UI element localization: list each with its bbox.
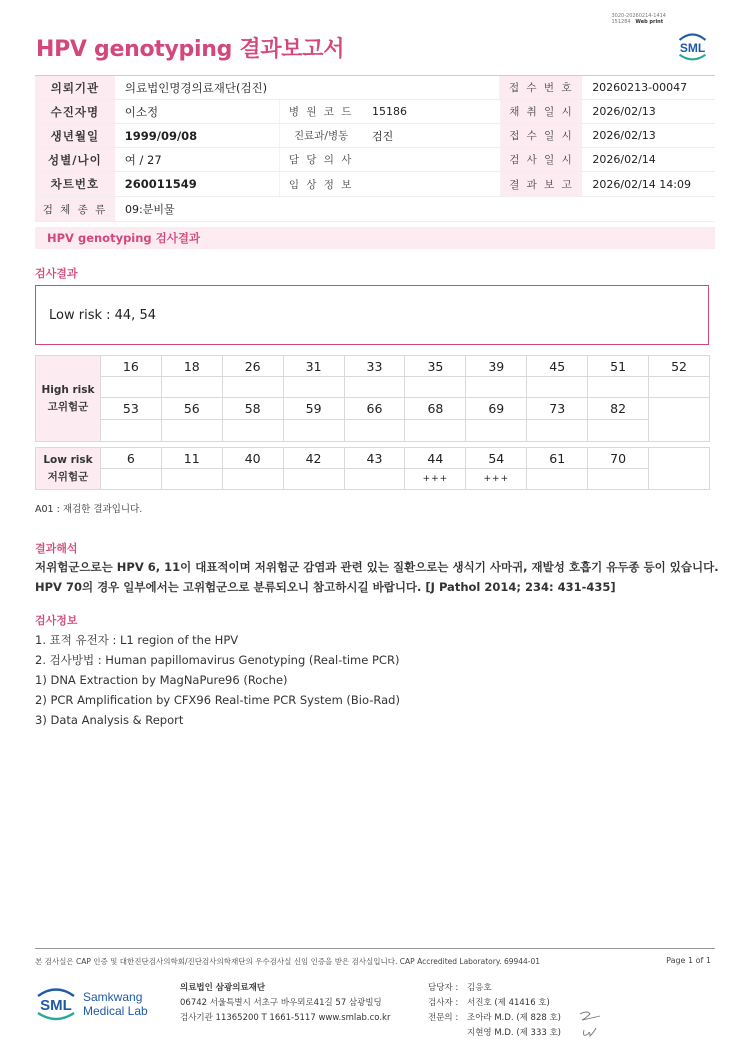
high-risk-types-row-1: [36, 356, 710, 377]
hr-result: [588, 377, 649, 398]
high-risk-label-ko: 고위험군: [47, 400, 89, 413]
info-row-birth: [35, 124, 715, 148]
staff-name: 지현영 M.D. (제 333 호): [467, 1028, 562, 1038]
high-risk-results-row-1: [36, 377, 710, 398]
lr-result: [588, 469, 649, 490]
low-risk-label-en: Low risk: [43, 453, 93, 466]
lr-type: 61: [527, 448, 588, 469]
sml-logo-text: SML: [679, 40, 706, 55]
high-risk-label-en: High risk: [41, 383, 95, 396]
doc-code-line2: 151284: [611, 19, 631, 25]
test-date-label: 검 사 일 시: [500, 148, 583, 171]
hr-type: 18: [161, 356, 222, 377]
info-row-patient: [35, 100, 715, 124]
hr-empty-cell: [649, 398, 710, 442]
staff-role: 검사자 :: [428, 998, 459, 1008]
info-row-requester: [35, 76, 715, 100]
hr-type: 31: [283, 356, 344, 377]
info-row-sex-age: [35, 148, 715, 172]
hr-result: [344, 420, 405, 442]
high-risk-table: [35, 355, 710, 442]
receipt-no-label: 접 수 번 호: [499, 76, 582, 99]
page-title: HPV genotyping 결과보고서: [36, 37, 345, 62]
lr-type: 6: [100, 448, 161, 469]
low-risk-types-row: [36, 448, 710, 469]
lr-type: 54: [466, 448, 527, 469]
hr-result: [100, 377, 161, 398]
staff-row: [428, 1011, 561, 1026]
patient-label: 수진자명: [35, 100, 115, 123]
hospital-code-label: 병 원 코 드: [279, 100, 362, 123]
lr-type: 44: [405, 448, 466, 469]
specimen-label: 검 체 종 류: [35, 197, 115, 221]
high-risk-results-row-2: [36, 420, 710, 442]
hr-type: 26: [222, 356, 283, 377]
hr-result: [161, 420, 222, 442]
dept-label: 진료과/병동: [279, 124, 362, 147]
low-risk-label: [36, 448, 101, 490]
interpretation-text: [35, 557, 719, 597]
hr-result: [466, 420, 527, 442]
staff-block: [428, 981, 561, 1041]
birth-value: 1999/09/08: [124, 128, 198, 143]
hr-type: 69: [466, 398, 527, 420]
hr-type: 66: [344, 398, 405, 420]
lr-type: 43: [344, 448, 405, 469]
sex-age-label: 성별/나이: [35, 148, 115, 171]
hr-type: 82: [588, 398, 649, 420]
lr-result: +++: [466, 469, 527, 490]
high-risk-label: [36, 356, 101, 442]
logo-line2: Medical Lab: [83, 1004, 148, 1018]
collect-date-value: 2026/02/13: [592, 105, 656, 118]
lr-empty-cell: [649, 448, 710, 490]
logo-line1: Samkwang: [83, 990, 143, 1004]
staff-name: 조아라 M.D. (제 828 호): [467, 1013, 562, 1023]
hr-type: 16: [100, 356, 161, 377]
sex-age-value: 여 / 27: [124, 152, 162, 167]
hr-type: 51: [588, 356, 649, 377]
doc-code-line1: 3020-20260214-1414: [611, 13, 666, 19]
report-date-label: 결 과 보 고: [500, 172, 583, 196]
interpretation-line: HPV 70의 경우 일부에서는 고위험군으로 분류되오니 참고하시길 바랍니다. [J Pathol 2014; 234: 431-435]: [35, 580, 616, 594]
test-info-list: [35, 630, 400, 730]
org-contact: 검사기관 11365200 T 1661-5117 www.smlab.co.kr: [180, 1013, 391, 1023]
lr-result: [527, 469, 588, 490]
interpretation-title: 결과해석: [35, 542, 78, 555]
report-date-value: 2026/02/14 14:09: [592, 177, 691, 191]
hr-type: 52: [649, 356, 710, 377]
lr-type: 40: [222, 448, 283, 469]
receipt-date-label: 접 수 일 시: [500, 124, 583, 147]
test-info-line: 2. 검사방법 : Human papillomavirus Genotyping (Real-time PCR): [35, 653, 400, 667]
hr-result: [161, 377, 222, 398]
test-info-line: 3) Data Analysis & Report: [35, 713, 184, 727]
test-info-title: 검사정보: [35, 614, 78, 627]
web-print-tag: Web print: [635, 19, 664, 25]
low-risk-table: [35, 447, 710, 490]
hr-result: [283, 377, 344, 398]
hr-type: 39: [466, 356, 527, 377]
requester-value: 의료법인명경의료재단(검진): [124, 80, 268, 95]
result-title: 검사결과: [35, 267, 78, 280]
hr-result: [405, 420, 466, 442]
lr-result: [344, 469, 405, 490]
dept-value: 검진: [372, 129, 394, 143]
hr-type: 56: [161, 398, 222, 420]
patient-info-table: [35, 75, 715, 222]
cert-note: 본 검사실은 CAP 인증 및 대한진단검사의학회/진단검사의학재단의 우수검사실 신임 인증을 받은 검사실입니다. CAP Accredited Laboratory. 69944-01: [35, 957, 541, 966]
result-section-bar: HPV genotyping 검사결과: [35, 227, 715, 249]
org-name: 의료법인 삼광의료재단: [180, 983, 266, 993]
hr-type: 33: [344, 356, 405, 377]
staff-role: 담당자 :: [428, 983, 459, 993]
hr-result: [527, 420, 588, 442]
result-summary-box: [35, 285, 709, 345]
hr-result: [344, 377, 405, 398]
patient-value: 이소정: [124, 104, 159, 119]
specimen-value: 09:분비물: [125, 203, 175, 216]
clinical-label: 임 상 정 보: [279, 172, 362, 196]
test-info-line: 1) DNA Extraction by MagNaPure96 (Roche): [35, 673, 288, 687]
lr-result: [222, 469, 283, 490]
test-info-line: 2) PCR Amplification by CFX96 Real-time PCR System (Bio-Rad): [35, 693, 400, 707]
info-row-specimen: [35, 197, 715, 222]
lr-type: 70: [588, 448, 649, 469]
hr-result: [222, 377, 283, 398]
staff-name: 서진호 (제 41416 호): [467, 998, 550, 1008]
lr-result: [100, 469, 161, 490]
hr-result: [466, 377, 527, 398]
hr-type: 59: [283, 398, 344, 420]
doctor-value: [362, 148, 500, 171]
staff-row: [428, 981, 561, 996]
org-address-block: [180, 981, 390, 1026]
hr-type: 45: [527, 356, 588, 377]
lr-type: 11: [161, 448, 222, 469]
high-risk-types-row-2: [36, 398, 710, 420]
samkwang-logo-mark: SML: [40, 997, 72, 1014]
hr-result: [527, 377, 588, 398]
hr-type: 35: [405, 356, 466, 377]
retest-note: A01 : 재검한 결과입니다.: [35, 504, 143, 515]
document-code: [611, 13, 666, 25]
hr-result: [283, 420, 344, 442]
hr-result: [649, 377, 710, 398]
hospital-code-value: 15186: [372, 105, 408, 118]
sml-logo-top: [674, 27, 711, 64]
hr-type: 73: [527, 398, 588, 420]
collect-date-label: 채 취 일 시: [500, 100, 583, 123]
staff-name: 김응호: [467, 983, 492, 993]
hr-result: [100, 420, 161, 442]
page-number: Page 1 of 1: [666, 956, 711, 965]
chart-label: 차트번호: [35, 172, 115, 196]
test-date-value: 2026/02/14: [592, 153, 656, 166]
staff-role: [428, 1026, 467, 1041]
doctor-label: 담 당 의 사: [279, 148, 362, 171]
low-risk-results-row: [36, 469, 710, 490]
lr-type: 42: [283, 448, 344, 469]
interpretation-line: 저위험군으로는 HPV 6, 11이 대표적이며 저위험군 감염과 관련 있는 질환으로는 생식기 사마귀, 재발성 호흡기 유두종 등이 있습니다.: [35, 560, 719, 574]
low-risk-label-ko: 저위험군: [47, 470, 89, 483]
staff-row: [428, 996, 561, 1011]
samkwang-logo: [36, 980, 156, 1024]
footer-divider: [35, 948, 715, 949]
staff-role: 전문의 :: [428, 1013, 459, 1023]
clinical-value: [362, 172, 500, 196]
test-info-line: 1. 표적 유전자 : L1 region of the HPV: [35, 633, 239, 647]
lr-result: [161, 469, 222, 490]
hr-type: 58: [222, 398, 283, 420]
hr-result: [405, 377, 466, 398]
receipt-no-value: 20260213-00047: [592, 81, 688, 94]
hr-result: [222, 420, 283, 442]
info-row-chart: [35, 172, 715, 197]
receipt-date-value: 2026/02/13: [592, 129, 656, 142]
result-summary: Low risk : 44, 54: [49, 307, 156, 323]
lr-result: +++: [405, 469, 466, 490]
birth-label: 생년월일: [35, 124, 115, 147]
hr-type: 68: [405, 398, 466, 420]
requester-label: 의뢰기관: [35, 76, 115, 99]
signature-icon: [576, 1008, 606, 1040]
hr-type: 53: [100, 398, 161, 420]
chart-value: 260011549: [124, 177, 197, 191]
lr-result: [283, 469, 344, 490]
staff-row: [428, 1026, 561, 1041]
org-address: 06742 서울특별시 서초구 바우뫼로41길 57 삼광빌딩: [180, 998, 382, 1008]
hr-result: [588, 420, 649, 442]
